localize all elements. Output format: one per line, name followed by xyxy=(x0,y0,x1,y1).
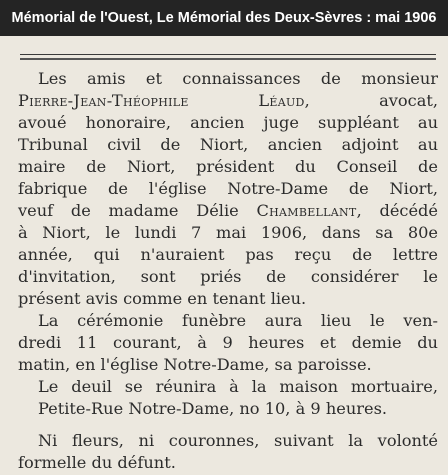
text-line: avoué honoraire, ancien juge suppléant au xyxy=(18,113,438,132)
text-line: matin, en l'église Notre-Dame, sa paroisse. xyxy=(18,355,372,374)
spouse-name: Chambellant xyxy=(256,201,357,220)
text-line: Les amis et connaissances de monsieur xyxy=(38,69,438,88)
text-line xyxy=(18,200,438,222)
text-line: à Niort, le lundi 7 mai 1906, dans sa 80e xyxy=(18,223,438,242)
text-line: d'invitation, sont priés de considérer le xyxy=(18,267,438,286)
text-line: présent avis comme en tenant lieu. xyxy=(18,289,307,308)
text-line: maire de Niort, président du Conseil de xyxy=(18,157,438,176)
text-fragment: , avocat, xyxy=(304,91,438,110)
obituary-notice xyxy=(18,68,438,474)
text-fragment: , décédé xyxy=(356,201,438,220)
text-line xyxy=(18,90,438,112)
text-line: La cérémonie funèbre aura lieu le ven- xyxy=(38,311,438,330)
text-line: Le deuil se réunira à la maison mortuaire, xyxy=(38,377,438,396)
divider-rule xyxy=(20,58,436,60)
text-fragment: veuf de madame Délie xyxy=(18,201,257,220)
page-title: Mémorial de l'Ouest, Le Mémorial des Deux-Sèvres : mai 1906 xyxy=(0,0,448,36)
text-line: dredi 11 courant, à 9 heures et demie du xyxy=(18,333,438,352)
text-line: Tribunal civil de Niort, ancien adjoint au xyxy=(18,135,438,154)
text-line: Ni fleurs, ni couronnes, suivant la volonté xyxy=(38,431,438,450)
deceased-name: Pierre-Jean-Théophile Léaud xyxy=(18,91,305,110)
text-line: Petite-Rue Notre-Dame, no 10, à 9 heures. xyxy=(38,399,388,418)
newspaper-clipping xyxy=(0,36,448,475)
text-line: formelle du défunt. xyxy=(18,453,176,472)
text-line: année, qui n'auraient pas reçu de lettre xyxy=(18,245,438,264)
divider-rule xyxy=(20,54,436,55)
text-line: fabrique de l'église Notre-Dame de Niort, xyxy=(18,179,438,198)
